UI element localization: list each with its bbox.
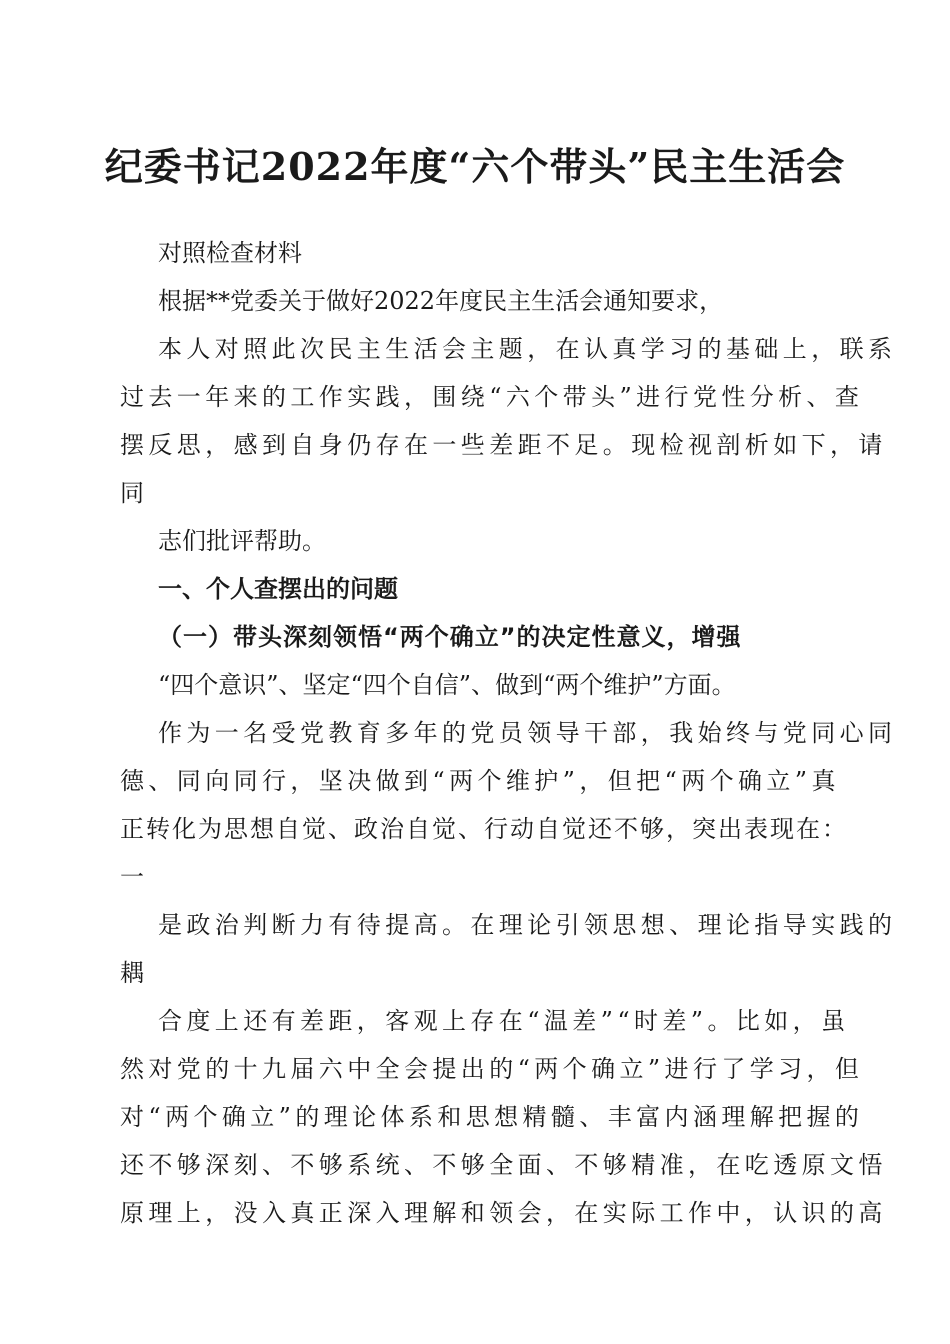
paragraph-line: 同 [120,479,144,507]
paragraph-line: 对“两个确立”的理论体系和思想精髓、丰富内涵理解把握的 [120,1103,864,1131]
document-title: 纪委书记2022年度“六个带头”民主生活会 [104,144,846,189]
subtitle-line: 对照检查材料 [158,239,302,267]
paragraph-line: 作为一名受党教育多年的党员领导干部，我始终与党同心同 [158,719,897,747]
paragraph-line: 德、同向同行，坚决做到“两个维护”，但把“两个确立”真 [120,767,840,795]
paragraph-line: 还不够深刻、不够系统、不够全面、不够精准，在吃透原文悟 [120,1151,887,1179]
paragraph-line: 原理上，没入真正深入理解和领会，在实际工作中，认识的高 [120,1199,887,1227]
paragraph-line: 然对党的十九届六中全会提出的“两个确立”进行了学习，但 [120,1055,864,1083]
paragraph-line: 是政治判断力有待提高。在理论引领思想、理论指导实践的 [158,911,897,939]
section-heading: 一、个人查摆出的问题 [158,575,398,603]
paragraph-line: “四个意识”、坚定“四个自信”、做到“两个维护”方面。 [158,671,736,699]
paragraph-line: 摆反思，感到自身仍存在一些差距不足。现检视剖析如下，请 [120,431,887,459]
paragraph-line: 正转化为思想自觉、政治自觉、行动自觉还不够，突出表现在： [120,815,848,843]
paragraph-line: 过去一年来的工作实践，围绕“六个带头”进行党性分析、查 [120,383,864,411]
paragraph-line: 一 [120,863,144,891]
paragraph-line: 耦 [120,959,144,987]
paragraph-line: 本人对照此次民主生活会主题，在认真学习的基础上，联系 [158,335,897,363]
paragraph-line: 合度上还有差距，客观上存在“温差”“时差”。比如，虽 [158,1007,850,1035]
paragraph-line: 志们批评帮助。 [158,527,326,555]
paragraph-line: 根据**党委关于做好2022年度民主生活会通知要求， [158,287,724,315]
subsection-heading: （一）带头深刻领悟“两个确立”的决定性意义，增强 [158,623,742,651]
